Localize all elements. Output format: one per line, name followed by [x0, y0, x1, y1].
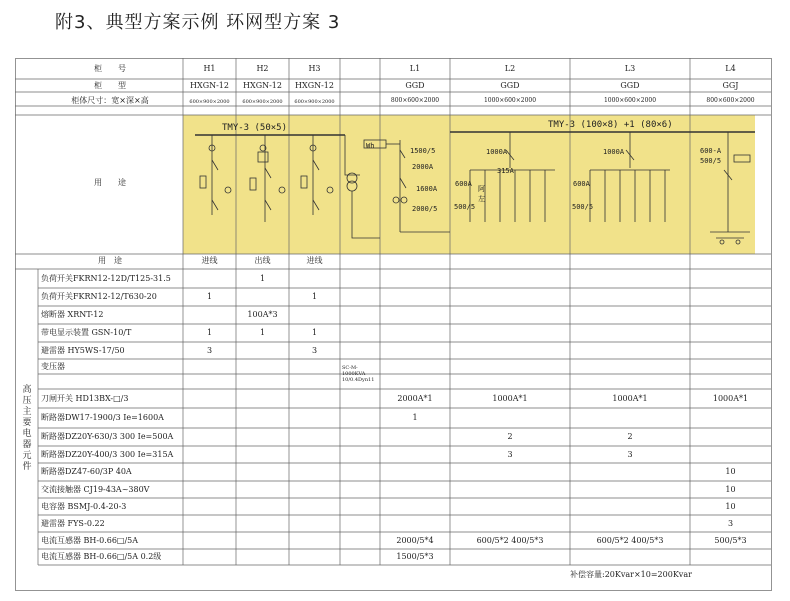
l3-600-label: 600A: [573, 180, 590, 188]
component-qty: 10: [725, 501, 736, 511]
l2-ct-label: 500/5: [454, 203, 476, 211]
usage-value: 出线: [254, 256, 271, 265]
cabinet-size: 800×600×2000: [390, 97, 440, 104]
component-name: 交流接触器 CJ19-43A~380V: [41, 484, 150, 494]
side-label: 高压主要电器元件: [22, 385, 32, 472]
component-qty: 1: [206, 292, 213, 301]
usage-value: 进线: [306, 256, 323, 265]
component-qty: 100A*3: [247, 310, 278, 319]
component-qty: 1: [412, 413, 418, 422]
component-name: 断路器DZ20Y-630/3 300 Ie=500A: [41, 432, 174, 441]
component-qty: 1000A*1: [492, 393, 528, 403]
component-qty: 10: [725, 467, 736, 476]
cabinet-id: L4: [725, 64, 736, 73]
component-name: 变压器: [41, 361, 65, 371]
footer-note: 补偿容量:20Kvar×10=200Kvar: [570, 570, 692, 579]
row-label-cabinet-no: 柜 号: [94, 64, 126, 73]
component-name: 避雷器 HY5WS-17/50: [41, 345, 125, 355]
component-qty: 1500/5*3: [396, 552, 434, 561]
cabinet-type: GGD: [405, 81, 425, 90]
component-name: 断路器DZ47-60/3P 40A: [41, 467, 132, 476]
component-qty: 1: [259, 328, 266, 337]
usage-row-label: 用 途: [98, 256, 122, 265]
component-qty: 2: [507, 432, 513, 441]
component-qty: 3: [206, 345, 213, 355]
transformer-note: SC-M-1000KVA 10/0.4Dyn11: [342, 365, 375, 383]
cabinet-id: L1: [409, 64, 421, 73]
cabinet-type: GGD: [500, 81, 520, 90]
row-label-cabinet-type: 柜 型: [94, 81, 126, 90]
component-name: 断路器DZ20Y-400/3 300 Ie=315A: [41, 449, 174, 459]
component-qty: 3: [727, 518, 734, 528]
component-qty: 500/5*3: [714, 535, 747, 545]
component-qty: 3: [627, 449, 633, 459]
l2-main-label: 1000A: [486, 148, 508, 156]
meter-label: Wh: [366, 142, 375, 150]
component-qty: 600/5*2 400/5*3: [596, 535, 664, 545]
phase-label: 左: [478, 195, 485, 203]
component-name: 断路器DW17-1900/3 Ie=1600A: [41, 413, 164, 422]
l3-ct-label: 500/5: [572, 203, 594, 211]
cabinet-type: GGJ: [722, 81, 739, 90]
component-name: 负荷开关FKRN12-12D/T125-31.5: [41, 273, 171, 283]
cabinet-type: HXGN-12: [295, 81, 334, 90]
usage-value: 进线: [201, 256, 218, 265]
component-qty: 1: [311, 292, 318, 301]
component-qty: 1000A*1: [612, 393, 648, 403]
single-line-diagram: [195, 132, 755, 244]
hv-bus-label: TMY-3 (50×5): [222, 123, 288, 133]
component-qty: 2: [627, 432, 633, 441]
component-qty: 10: [725, 484, 736, 494]
l2-600-label: 600A: [455, 180, 472, 188]
component-name: 电流互感器 BH-0.66□/5A 0.2级: [41, 552, 162, 561]
component-qty: 1000A*1: [712, 393, 749, 403]
lv-bus-label: TMY-3 (100×8) +1 (80×6): [548, 120, 673, 130]
cabinet-size: 600×900×2000: [242, 99, 283, 105]
cabinet-size: 600×900×2000: [294, 99, 335, 105]
cabinet-size: 1000×600×2000: [603, 97, 657, 104]
cabinet-type: HXGN-12: [190, 81, 229, 90]
cabinet-type: HXGN-12: [243, 81, 282, 90]
diagram-usage-label: 用 途: [94, 178, 126, 187]
l1-ct-label: 1500/5: [410, 147, 436, 155]
cabinet-size: 600×900×2000: [189, 99, 230, 105]
component-qty: 1: [206, 328, 213, 337]
phase-label: 阿: [478, 185, 485, 193]
l1-switch-label: 1600A: [416, 185, 438, 193]
cabinet-id: L2: [504, 64, 516, 73]
page-title: 附3、典型方案示例 环网型方案 3: [55, 12, 341, 33]
component-name: 负荷开关FKRN12-12/T630-20: [41, 292, 157, 301]
component-qty: 2000/5*4: [396, 535, 434, 545]
component-qty: 600/5*2 400/5*3: [476, 535, 544, 545]
cabinet-id: H1: [203, 64, 216, 73]
l3-main-label: 1000A: [603, 148, 625, 156]
cabinet-size: 1000×600×2000: [483, 97, 537, 104]
component-qty: 3: [311, 345, 318, 355]
cabinet-id: H2: [256, 64, 269, 73]
cabinet-id: H3: [308, 64, 321, 73]
l4-fuse-label: 600-A: [700, 147, 722, 155]
component-qty: 3: [507, 449, 513, 459]
cabinet-id: L3: [624, 64, 636, 73]
l2-315-label: 315A: [497, 167, 514, 175]
row-label-cabinet-size: 柜体尺寸：宽×深×高: [71, 96, 149, 105]
component-qty: 1: [259, 273, 266, 283]
component-name: 电流互感器 BH-0.66□/5A: [41, 535, 139, 545]
component-name: 熔断器 XRNT-12: [41, 310, 104, 319]
component-name: 电容器 BSMJ-0.4-20-3: [41, 501, 127, 511]
component-name: 避雷器 FYS-0.22: [41, 518, 105, 528]
cabinet-size: 800×600×2000: [706, 97, 755, 104]
component-name: 带电显示装置 GSN-10/T: [41, 328, 132, 337]
l1-ct2-label: 2000/5: [412, 205, 438, 213]
component-name: 刀闸开关 HD13BX-□/3: [41, 393, 129, 403]
component-qty: 2000A*1: [397, 393, 433, 403]
l1-breaker-label: 2000A: [412, 163, 434, 171]
cabinet-type: GGD: [620, 81, 640, 90]
l4-ct-label: 500/5: [700, 157, 722, 165]
component-qty: 1: [311, 328, 318, 337]
